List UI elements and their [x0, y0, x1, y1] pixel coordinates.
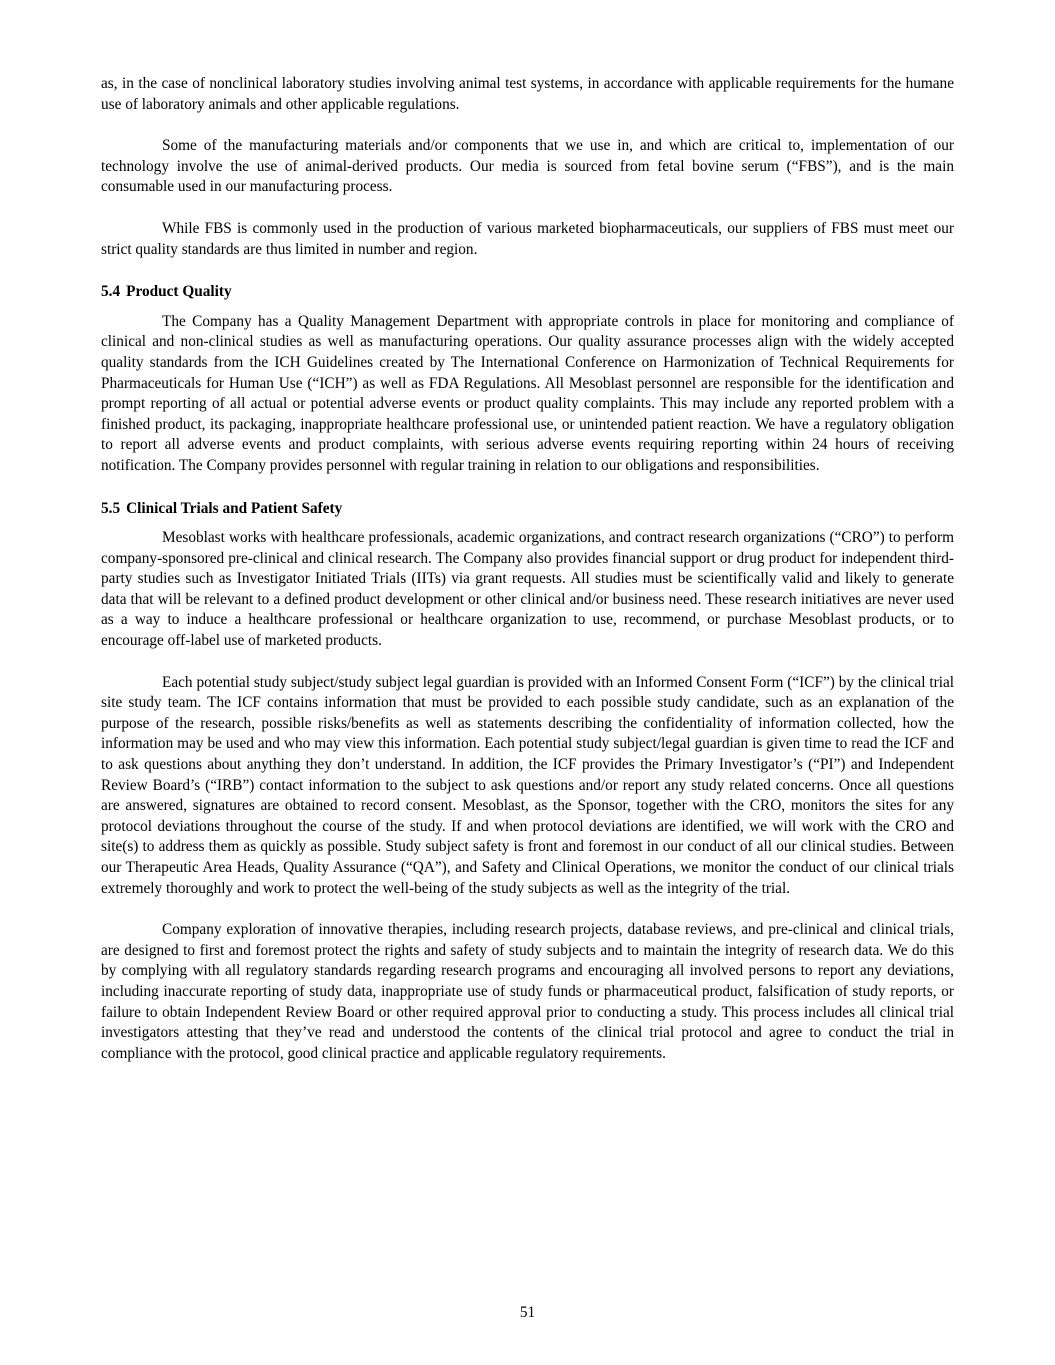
- section-5-5-title: Clinical Trials and Patient Safety: [126, 499, 343, 517]
- research-integrity-paragraph: Company exploration of innovative therapies, including research projects, database reviews, and pre-clinical and clinical trials, are designed to first and foremost protect the rights and safety of study subjects and to maintain the integrity of research data. We do this by complying with all regulatory standards regarding research programs and encouraging all involved persons to report any deviations, including inaccurate reporting of study data, inappropriate use of study funds or pharmaceutical product, falsification of study reports, or failure to obtain Independent Review Board or other required approval prior to conducting a study. This process includes all clinical trial investigators attesting that they’ve read and understood the contents of the clinical trial protocol and agree to conduct the trial in compliance with the protocol, good clinical practice and applicable regulatory requirements.: [101, 921, 954, 1062]
- section-5-5-number: 5.5: [101, 499, 121, 517]
- document-body: [101, 74, 954, 1064]
- animal-derived-products-paragraph: Some of the manufacturing materials and/or components that we use in, and which are critical to, implementation of our technology involve the use of animal-derived products. Our media is sourced from fetal bovine serum (“FBS”), and is the main consumable used in our manufacturing process.: [101, 137, 954, 196]
- section-5-4-number: 5.4: [101, 283, 121, 301]
- clinical-research-paragraph: Mesoblast works with healthcare professionals, academic organizations, and contract research organizations (“CRO”) to perform company-sponsored pre-clinical and clinical research. The Company also provides financial support or drug product for independent third-party studies such as Investigator Initiated Trials (IITs) via grant requests. All studies must be scientifically valid and likely to generate data that will be relevant to a defined product development or other clinical and/or business need. These research initiatives are never used as a way to induce a healthcare professional or healthcare organization to use, recommend, or purchase Mesoblast products, or to encourage off-label use of marketed products.: [101, 529, 954, 650]
- fbs-suppliers-paragraph: While FBS is commonly used in the production of various marketed biopharmaceuticals, our suppliers of FBS must meet our strict quality standards are thus limited in number and region.: [101, 219, 954, 258]
- page-number: 51: [519, 1304, 536, 1321]
- section-5-4-title: Product Quality: [126, 283, 232, 301]
- section-5-5-heading: [101, 499, 954, 520]
- product-quality-paragraph: The Company has a Quality Management Department with appropriate controls in place for monitoring and compliance of clinical and non-clinical studies as well as manufacturing operations. Our quality assurance processes align with the widely accepted quality standards from the ICH Guidelines created by The International Conference on Harmonization of Technical Requirements for Pharmaceuticals for Human Use (“ICH”) as well as FDA Regulations. All Mesoblast personnel are responsible for the identification and prompt reporting of all actual or potential adverse events or product quality complaints. This may include any reported problem with a finished product, its packaging, inappropriate healthcare professional use, or unintended patient reaction. We have a regulatory obligation to report all adverse events and product complaints, with serious adverse events requiring reporting within 24 hours of receiving notification. The Company provides personnel with regular training in relation to our obligations and responsibilities.: [101, 312, 954, 474]
- section-5-4-heading: [101, 282, 954, 303]
- informed-consent-paragraph: Each potential study subject/study subject legal guardian is provided with an Informed Consent Form (“ICF”) by the clinical trial site study team. The ICF contains information that must be provided to each possible study candidate, such as an explanation of the purpose of the research, possible risks/benefits as well as statements describing the confidentiality of information collected, how the information may be used and who may view this information. Each potential study subject/legal guardian is given time to read the ICF and to ask questions about anything they don’t understand. In addition, the ICF provides the Primary Investigator’s (“PI”) and Independent Review Board’s (“IRB”) contact information to the subject to ask questions and/or report any study related concerns. Once all questions are answered, signatures are obtained to record consent. Mesoblast, as the Sponsor, together with the CRO, monitors the sites for any protocol deviations throughout the course of the study. If and when protocol deviations are identified, we will work with the CRO and site(s) to address them as quickly as possible. Study subject safety is front and foremost in our conduct of all our clinical studies. Between our Therapeutic Area Heads, Quality Assurance (“QA”), and Safety and Clinical Operations, we monitor the conduct of our clinical trials extremely thoroughly and work to protect the well-being of the study subjects as well as the integrity of the trial.: [101, 673, 954, 897]
- intro-continuation-paragraph: as, in the case of nonclinical laboratory studies involving animal test systems, in accordance with applicable requirements for the humane use of laboratory animals and other applicable regulations.: [101, 75, 954, 113]
